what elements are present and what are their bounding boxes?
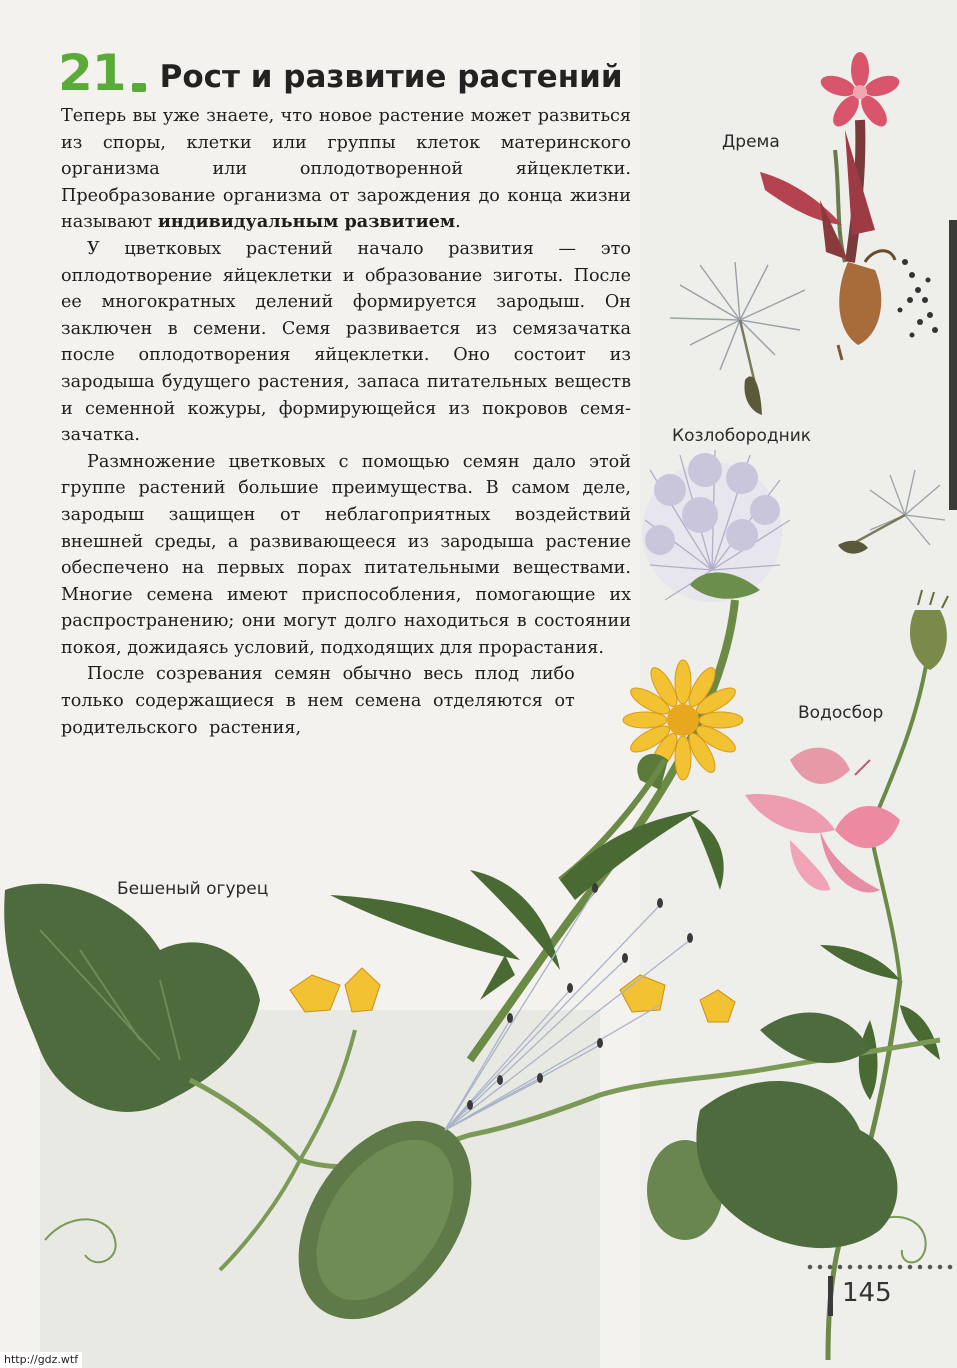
label-drema: Дрема	[722, 132, 780, 152]
chapter-number: 21	[58, 44, 126, 102]
paragraph-4: После созревания семян обычно весь плод либо только содержащиеся в нем семена отделяются от родительского растения,	[61, 664, 575, 738]
paragraph-3: Размножение цветковых с помощью семян дало этой группе растений большие преимущества. В самом деле, зародыш защищен от неблагоприятных воздействий внешней среды, а развивающееся из зародыша растение обеспечено на первых порах питательными веществами. Многие семена имеют приспособления, помогающие их распространению; они могут долго находиться в состоянии покоя, дожидаясь условий, подходящих для прорастания.	[61, 451, 631, 658]
footer-url[interactable]: http://gdz.wtf	[0, 1352, 82, 1368]
label-kozloborodnik: Козлобородник	[672, 426, 812, 446]
label-ogurets: Бешеный огурец	[117, 879, 269, 899]
page-number-bar	[828, 1276, 833, 1316]
page-number: 145	[842, 1278, 892, 1308]
side-tab	[949, 220, 957, 510]
chapter-title	[58, 38, 623, 102]
body-text	[61, 103, 631, 741]
page-dots	[805, 1262, 955, 1272]
title-dot	[132, 83, 146, 92]
paragraph-2: У цветковых растений начало развития — это оплодотворение яйцеклетки и образование зиготы. После ее многократных делений формируется зародыш. Он заключен в семени. Семя развивается из семязачатка после оплодотворения яйцеклетки. Оно состоит из зародыша будущего растения, запаса питательных веществ и семенной кожуры, формирующейся из покровов семязачатка.	[61, 238, 631, 446]
chapter-heading: Рост и развитие растений	[159, 58, 623, 95]
paragraph-1: Теперь вы уже знаете, что новое растение может развиться из споры, клетки или группы клеток материнского организма или оплодотворенной яйцеклетки. Преобразование организма от зарождения до конца жизни называют индивидуальным развитием.	[61, 106, 631, 233]
label-vodosbor: Водосбор	[798, 703, 884, 723]
